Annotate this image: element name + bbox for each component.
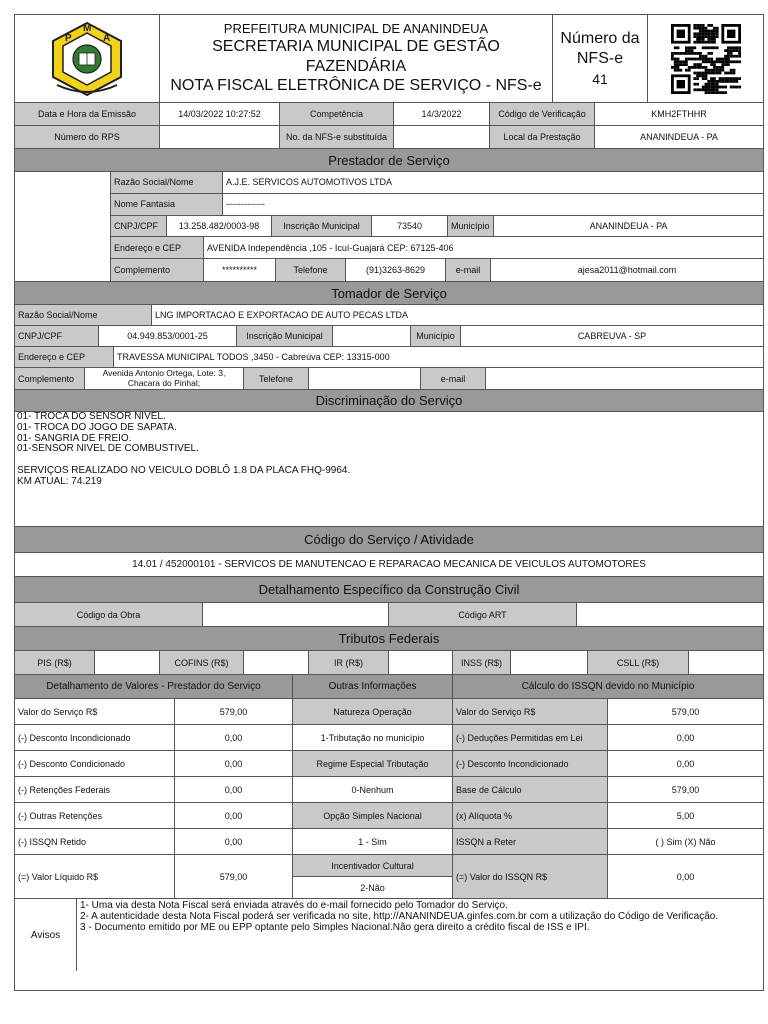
tomador-endereco-value: TRAVESSA MUNICIPAL TODOS ,3450 - Cabreúva CEP: 13315-000 <box>117 352 390 362</box>
incentivador-label: Incentivador Cultural <box>293 855 452 877</box>
valores-row <box>15 777 763 803</box>
ir-value <box>389 651 453 674</box>
secretaria-title: SECRETARIA MUNICIPAL DE GESTÃO FAZENDÁRIA <box>212 38 500 75</box>
valor-value: 0,00 <box>175 751 293 776</box>
issqn-calc-value: 579,00 <box>671 706 700 717</box>
discriminacao-text: 01- TROCA DO SENSOR NIVEL. 01- TROCA DO JOGO DE SAPATA. 01- SANGRIA DE FREIO. 01-SENSOR NIVEL DE COMBUSTIVEL. SERVIÇOS REALIZADO NO VEICULO DOBLÔ 1.8 DA PLACA FHQ-9964. KM ATUAL: 74.219 <box>15 412 763 527</box>
data-hora-label: Data e Hora da Emissão <box>15 103 160 125</box>
outras-info: Natureza Operação <box>293 699 453 724</box>
pis-label: PIS (R$) <box>15 651 95 674</box>
tomador-title: Tomador de Serviço <box>15 282 763 304</box>
nfse-substituida-label: No. da NFS-e substituída <box>280 126 394 148</box>
city-crest-icon <box>47 19 127 99</box>
outras-info: Regime Especial Tributação <box>293 751 453 776</box>
valor-value: 0,00 <box>175 777 293 802</box>
tomador-email-label: e-mail <box>421 368 486 389</box>
tomador-telefone-label: Telefone <box>244 368 309 389</box>
prestador-endereco-row <box>111 237 763 259</box>
nfse-substituida-value <box>394 126 490 148</box>
codigo-verificacao-label: Código de Verificação <box>490 103 595 125</box>
tomador-razao-label: Razão Social/Nome <box>15 305 152 325</box>
outras-info: Opção Simples Nacional <box>293 803 453 828</box>
csll-value <box>689 651 763 674</box>
local-prestacao-value: ANANINDEUA - PA <box>640 132 718 142</box>
valor-label: (-) Outras Retenções <box>15 803 175 828</box>
prestador-razao-value: A.J.E. SERVICOS AUTOMOTIVOS LTDA <box>226 177 393 188</box>
tributos-header <box>15 627 763 651</box>
cofins-value <box>244 651 309 674</box>
valor-issqn-label: (=) Valor do ISSQN R$ <box>453 855 608 898</box>
tributos-row <box>15 651 763 675</box>
prestador-endereco-label: Endereço e CEP <box>111 237 204 258</box>
tomador-complemento-label: Complemento <box>15 368 85 389</box>
incentivador-value: 2-Não <box>360 882 385 893</box>
prestador-section <box>15 172 763 282</box>
numero-rps-value <box>160 126 280 148</box>
tomador-header <box>15 282 763 305</box>
issqn-calc-label: ISSQN a Reter <box>453 829 608 854</box>
issqn-calc-value: 0,00 <box>676 732 695 743</box>
prestador-cnpj-row <box>111 216 763 238</box>
valores-row <box>15 699 763 725</box>
prestador-telefone-label: Telefone <box>276 259 346 281</box>
prestador-im-label: Inscrição Municipal <box>272 216 372 237</box>
avisos-label: Avisos <box>15 899 77 971</box>
valores-rows <box>15 699 763 855</box>
prestador-im-value: 73540 <box>372 216 448 237</box>
codigo-obra-value <box>203 603 389 626</box>
prestador-cnpj-label: CNPJ/CPF <box>111 216 167 237</box>
prestador-header <box>15 149 763 172</box>
construcao-header <box>15 577 763 603</box>
competencia-label: Competência <box>280 103 394 125</box>
construcao-row <box>15 603 763 627</box>
svg-text:A: A <box>103 32 111 44</box>
prestador-razao-row <box>111 172 763 194</box>
prestador-complemento-row <box>111 259 763 281</box>
outras-info: 0-Nenhum <box>293 777 453 802</box>
valor-value: 0,00 <box>175 725 293 750</box>
tomador-im-value <box>333 326 411 346</box>
tomador-razao-value: LNG IMPORTACAO E EXPORTACAO DE AUTO PECAS LTDA <box>155 310 409 320</box>
numero-rps-label: Número do RPS <box>15 126 160 148</box>
outras-info: 1-Tributação no município <box>293 725 453 750</box>
valores-header <box>15 675 763 699</box>
qr-code-icon <box>671 24 741 94</box>
issqn-calc-label: (-) Deduções Permitidas em Lei <box>453 725 608 750</box>
prefeitura-title: PREFEITURA MUNICIPAL DE ANANINDEUA <box>223 21 489 37</box>
issqn-calc-value: 5,00 <box>676 810 695 821</box>
tributos-title: Tributos Federais <box>15 627 763 650</box>
codigo-obra-label: Código da Obra <box>15 603 203 626</box>
valor-label: (-) Desconto Condicionado <box>15 751 175 776</box>
discriminacao-title: Discriminação do Serviço <box>15 390 763 411</box>
valores-col3-title: Cálculo do ISSQN devido no Município <box>453 675 763 698</box>
servico-header <box>15 527 763 553</box>
inss-value <box>511 651 588 674</box>
issqn-calc-value: 0,00 <box>676 758 695 769</box>
codigo-verificacao-value: KMH2FTHHR <box>651 109 707 119</box>
valor-label: (-) ISSQN Retido <box>15 829 175 854</box>
document-header <box>15 15 763 103</box>
valor-label: Valor do Serviço R$ <box>15 699 175 724</box>
prestador-complemento-value: ********** <box>204 259 276 281</box>
valor-liquido-label: (=) Valor Líquido R$ <box>15 855 175 898</box>
prestador-municipio-value: ANANINDEUA - PA <box>589 220 668 231</box>
aviso-line: 2- A autenticidade desta Nota Fiscal poderá ser verificada no site, http://ANANINDEUA.ginfes.com.br com a utilização do Código de Verificação. <box>80 911 719 922</box>
prestador-email-value: ajesa2011@hotmail.com <box>577 265 677 276</box>
valor-issqn-value: 0,00 <box>676 871 695 882</box>
servico-title: Código do Serviço / Atividade <box>15 527 763 552</box>
valores-row <box>15 751 763 777</box>
ir-label: IR (R$) <box>309 651 389 674</box>
prestador-email-label: e-mail <box>446 259 491 281</box>
tomador-telefone-value <box>309 368 421 389</box>
nfse-number-box <box>553 15 648 102</box>
valores-row <box>15 725 763 751</box>
valor-liquido-value: 579,00 <box>175 855 293 898</box>
valores-row <box>15 803 763 829</box>
tomador-municipio-label: Município <box>411 326 461 346</box>
valor-label: (-) Desconto Incondicionado <box>15 725 175 750</box>
svg-text:P: P <box>65 32 72 44</box>
local-prestacao-label: Local da Prestação <box>490 126 595 148</box>
prestador-fantasia-value: ------------- <box>226 199 265 210</box>
csll-label: CSLL (R$) <box>588 651 689 674</box>
nfse-title: NOTA FISCAL ELETRÔNICA DE SERVIÇO - NFS-e <box>170 77 542 95</box>
tomador-municipio-value: CABREUVA - SP <box>577 331 647 341</box>
issqn-calc-label: (-) Desconto Incondicionado <box>453 751 608 776</box>
valor-value: 0,00 <box>175 803 293 828</box>
inss-label: INSS (R$) <box>453 651 511 674</box>
construcao-title: Detalhamento Específico da Construção Civil <box>15 577 763 602</box>
prestador-telefone-value: (91)3263-8629 <box>346 259 446 281</box>
tomador-im-label: Inscrição Municipal <box>237 326 333 346</box>
issqn-calc-value: 579,00 <box>671 784 700 795</box>
tomador-cnpj-row <box>15 326 763 347</box>
prestador-municipio-label: Município <box>448 216 494 237</box>
servico-value: 14.01 / 452000101 - SERVICOS DE MANUTENCAO E REPARACAO MECANICA DE VEICULOS AUTOMOTORES <box>132 559 646 570</box>
servico-row <box>15 553 763 577</box>
valor-value: 579,00 <box>175 699 293 724</box>
competencia-value: 14/3/2022 <box>394 103 490 125</box>
tomador-razao-row <box>15 305 763 326</box>
nfse-number: 41 <box>592 70 608 87</box>
issqn-calc-label: (x) Alíquota % <box>453 803 608 828</box>
city-logo <box>15 15 160 102</box>
meta-row-1 <box>15 103 763 126</box>
valores-col2-title: Outras Informações <box>293 675 453 698</box>
tomador-cnpj-label: CNPJ/CPF <box>15 326 99 346</box>
discriminacao-header <box>15 390 763 412</box>
prestador-fantasia-label: Nome Fantasia <box>111 194 223 215</box>
valor-label: (-) Retenções Federais <box>15 777 175 802</box>
prestador-fields <box>111 172 763 281</box>
issqn-calc-value: ( ) Sim (X) Não <box>655 836 716 847</box>
codigo-art-value <box>577 603 763 626</box>
pis-value <box>95 651 160 674</box>
tomador-cnpj-value: 04.949.853/0001-25 <box>99 326 237 346</box>
prestador-complemento-label: Complemento <box>111 259 204 281</box>
issqn-calc-label: Base de Cálculo <box>453 777 608 802</box>
incentivador-cell <box>293 855 453 898</box>
valores-col1-title: Detalhamento de Valores - Prestador do Serviço <box>15 675 293 698</box>
valores-final-row <box>15 855 763 899</box>
prestador-razao-label: Razão Social/Nome <box>111 172 223 193</box>
nfse-document <box>14 14 764 991</box>
prestador-logo-space <box>15 172 111 281</box>
issqn-calc-label: Valor do Serviço R$ <box>453 699 608 724</box>
valor-value: 0,00 <box>175 829 293 854</box>
data-hora-value: 14/03/2022 10:27:52 <box>160 103 280 125</box>
prestador-title: Prestador de Serviço <box>15 149 763 171</box>
prestador-fantasia-row <box>111 194 763 216</box>
nfse-number-label: Número da NFS-e <box>560 29 640 67</box>
codigo-art-label: Código ART <box>389 603 577 626</box>
prestador-endereco-value: AVENIDA Independência ,105 - Icuí-Guajará CEP: 67125-406 <box>207 242 454 253</box>
tomador-complemento-row <box>15 368 763 390</box>
tomador-endereco-row <box>15 347 763 368</box>
tomador-endereco-label: Endereço e CEP <box>15 347 114 367</box>
qr-code <box>648 15 763 102</box>
outras-info: 1 - Sim <box>293 829 453 854</box>
prestador-cnpj-value: 13.258.482/0003-98 <box>167 216 272 237</box>
meta-row-2 <box>15 126 763 149</box>
tomador-email-value <box>486 368 763 389</box>
aviso-line: 1- Uma via desta Nota Fiscal será enviada através do e-mail fornecido pelo Tomador do Serviço. <box>80 900 508 911</box>
avisos-row <box>15 899 763 971</box>
valores-row <box>15 829 763 855</box>
header-titles <box>160 15 553 102</box>
cofins-label: COFINS (R$) <box>160 651 244 674</box>
tomador-complemento-value: Avenida Antonio Ortega, Lote: 3, Chacara do Pinhal; <box>85 368 244 389</box>
aviso-line: 3 - Documento emitido por ME ou EPP optante pelo Simples Nacional.Não gera direito a crédito fiscal de ISS e IPI. <box>80 922 590 933</box>
avisos-text <box>77 899 763 971</box>
svg-text:M: M <box>83 22 92 34</box>
